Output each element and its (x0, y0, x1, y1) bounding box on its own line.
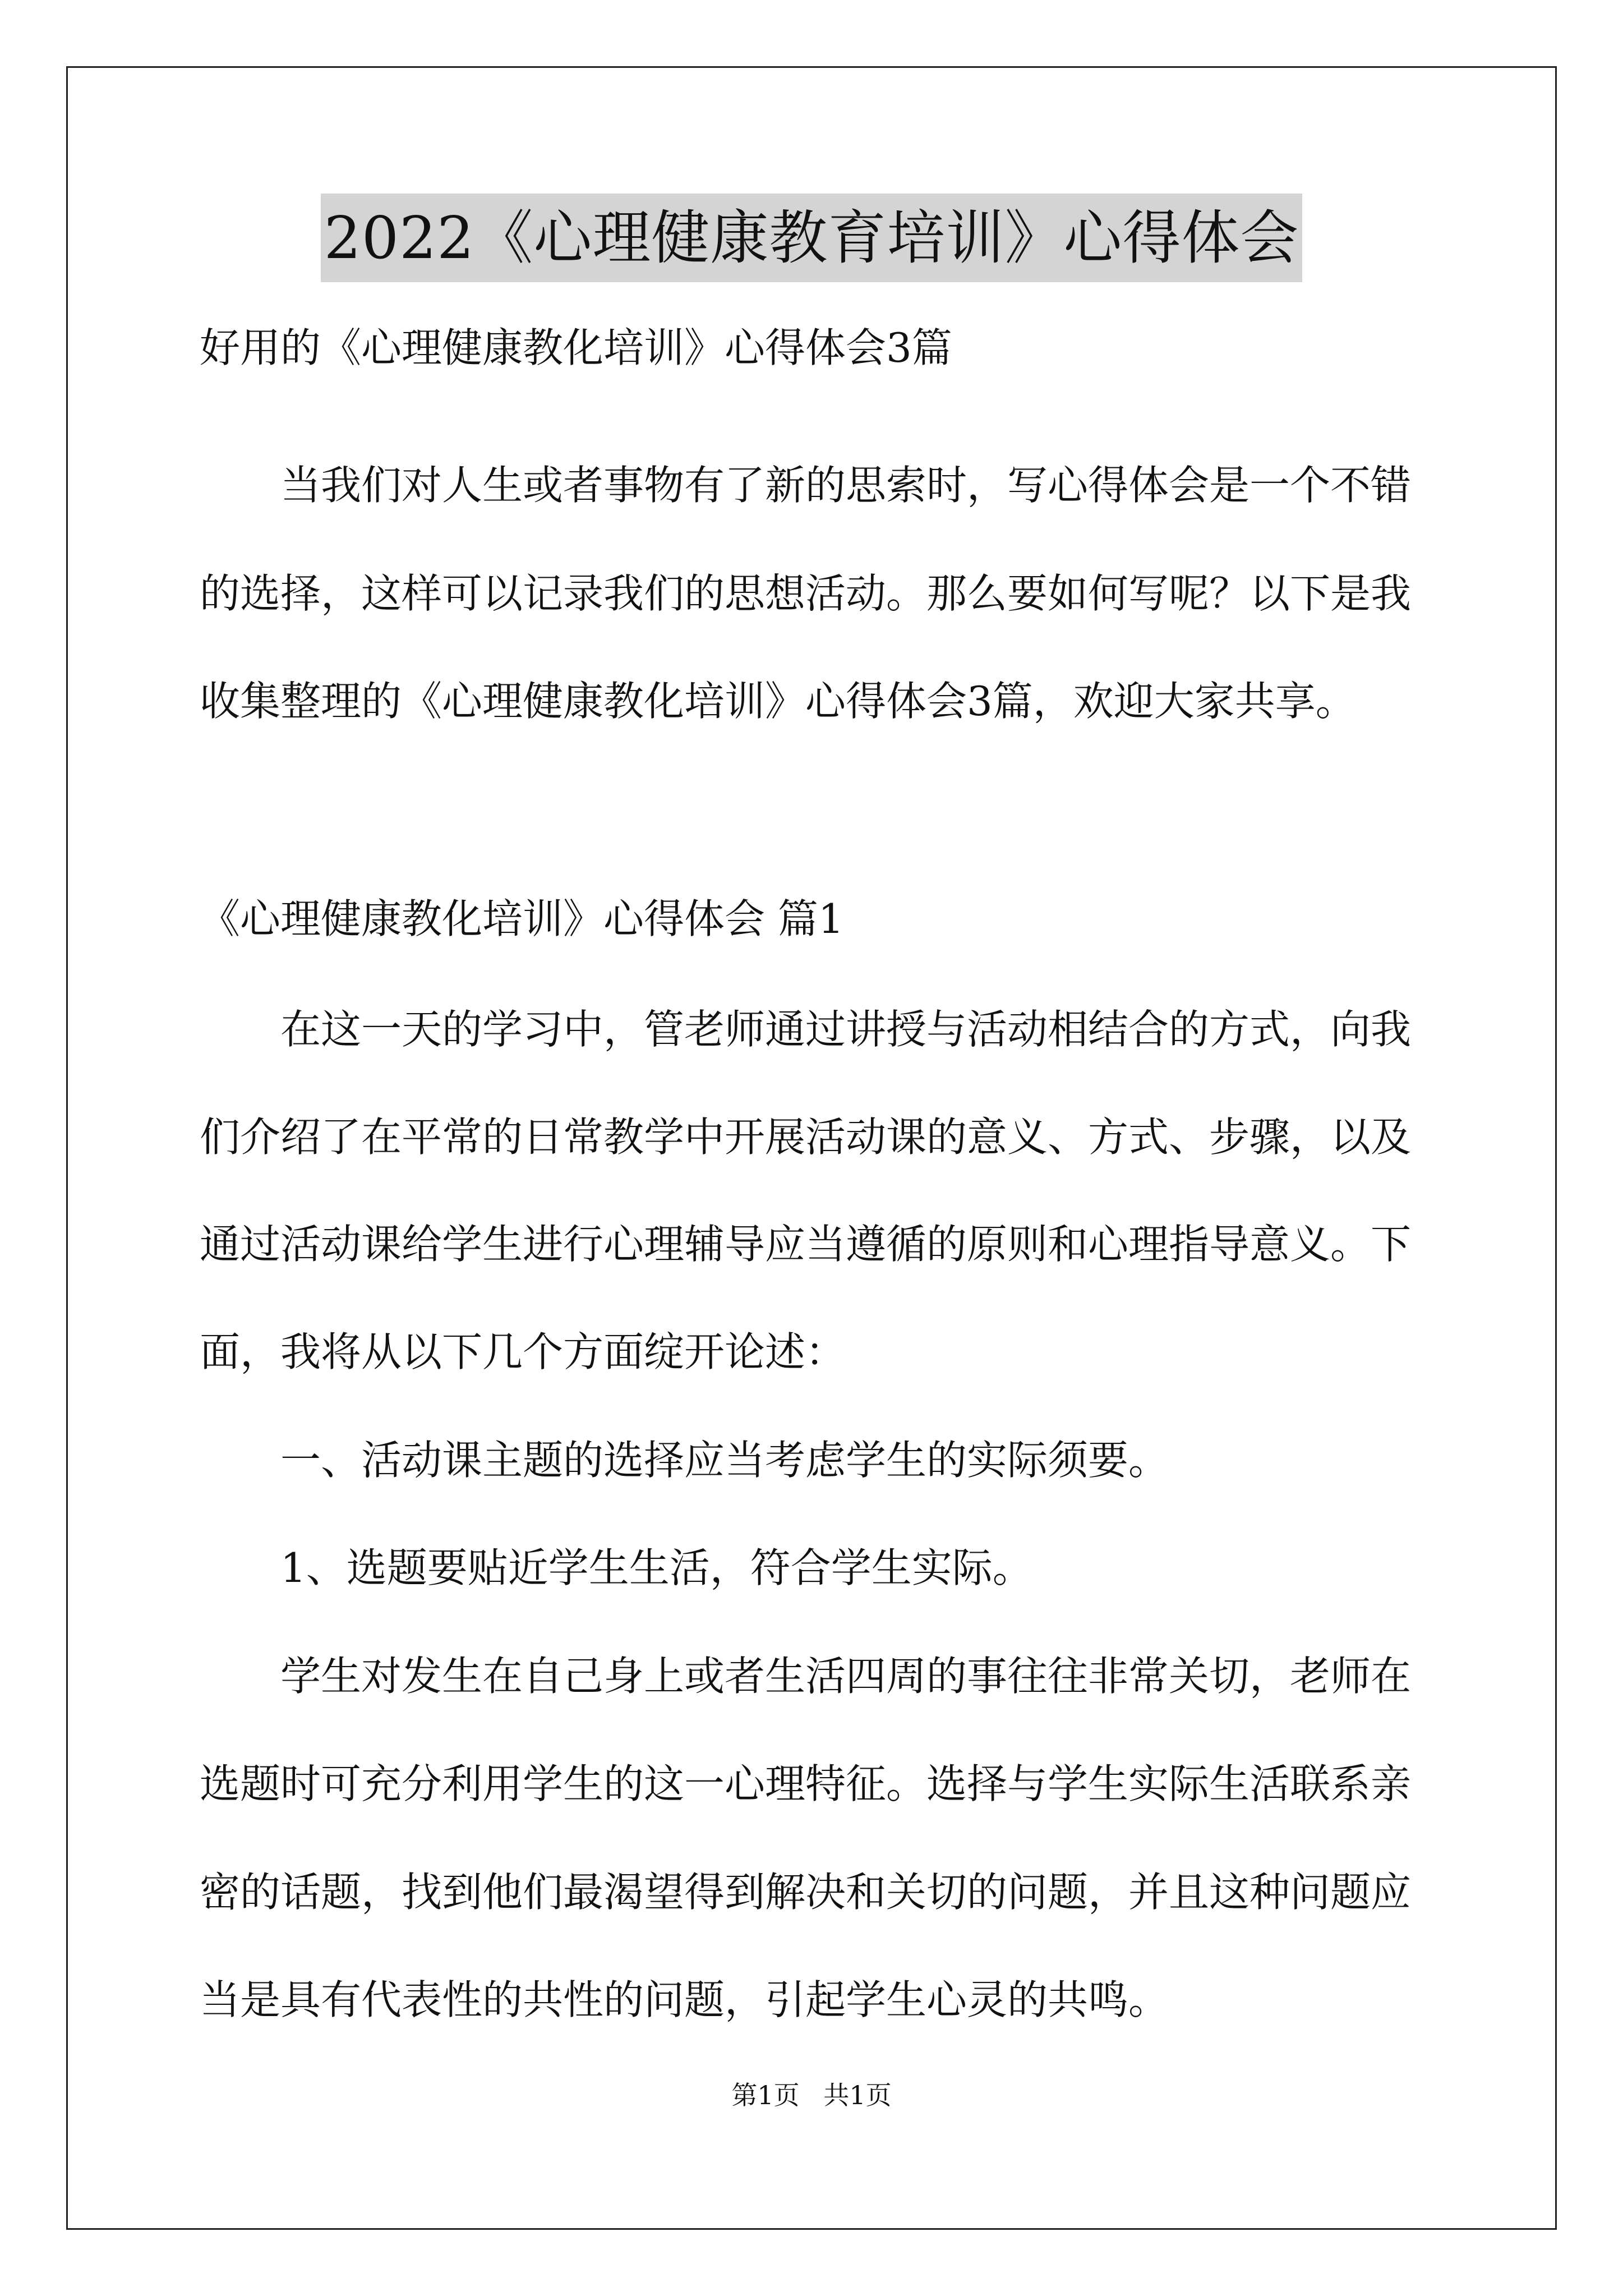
page-total: 共1页 (823, 2080, 892, 2110)
document-title: 2022《心理健康教育培训》心得体会 (321, 194, 1303, 282)
page-footer (0, 2078, 1623, 2112)
body-line: 选题时可充分利用学生的这一心理特征。选择与学生实际生活联系亲 (200, 1760, 1412, 1807)
page-number: 第1页 (731, 2080, 800, 2110)
intro-line: 当我们对人生或者事物有了新的思索时，写心得体会是一个不错 (280, 462, 1412, 509)
body-line: 密的话题，找到他们最渴望得到解决和关切的问题，并且这种问题应 (200, 1869, 1412, 1916)
body-line: 面，我将从以下几个方面绽开论述： (200, 1328, 846, 1375)
section-heading: 《心理健康教化培训》心得体会 篇1 (200, 895, 844, 942)
body-line: 一、活动课主题的选择应当考虑学生的实际须要。 (280, 1437, 1169, 1484)
body-line: 们介绍了在平常的日常教学中开展活动课的意义、方式、步骤，以及 (200, 1114, 1412, 1161)
body-line: 在这一天的学习中，管老师通过讲授与活动相结合的方式，向我 (280, 1006, 1412, 1053)
body-line: 当是具有代表性的共性的问题，引起学生心灵的共鸣。 (200, 1976, 1169, 2023)
body-line: 学生对发生在自己身上或者生活四周的事往往非常关切，老师在 (280, 1653, 1412, 1700)
intro-line: 收集整理的《心理健康教化培训》心得体会3篇，欢迎大家共享。 (200, 678, 1356, 725)
body-line: 1、选题要贴近学生生活，符合学生实际。 (280, 1544, 1033, 1591)
document-subtitle: 好用的《心理健康教化培训》心得体会3篇 (200, 324, 952, 371)
body-line: 通过活动课给学生进行心理辅导应当遵循的原则和心理指导意义。下 (200, 1221, 1412, 1268)
intro-line: 的选择，这样可以记录我们的思想活动。那么要如何写呢？以下是我 (200, 570, 1412, 617)
title-container (0, 194, 1623, 282)
